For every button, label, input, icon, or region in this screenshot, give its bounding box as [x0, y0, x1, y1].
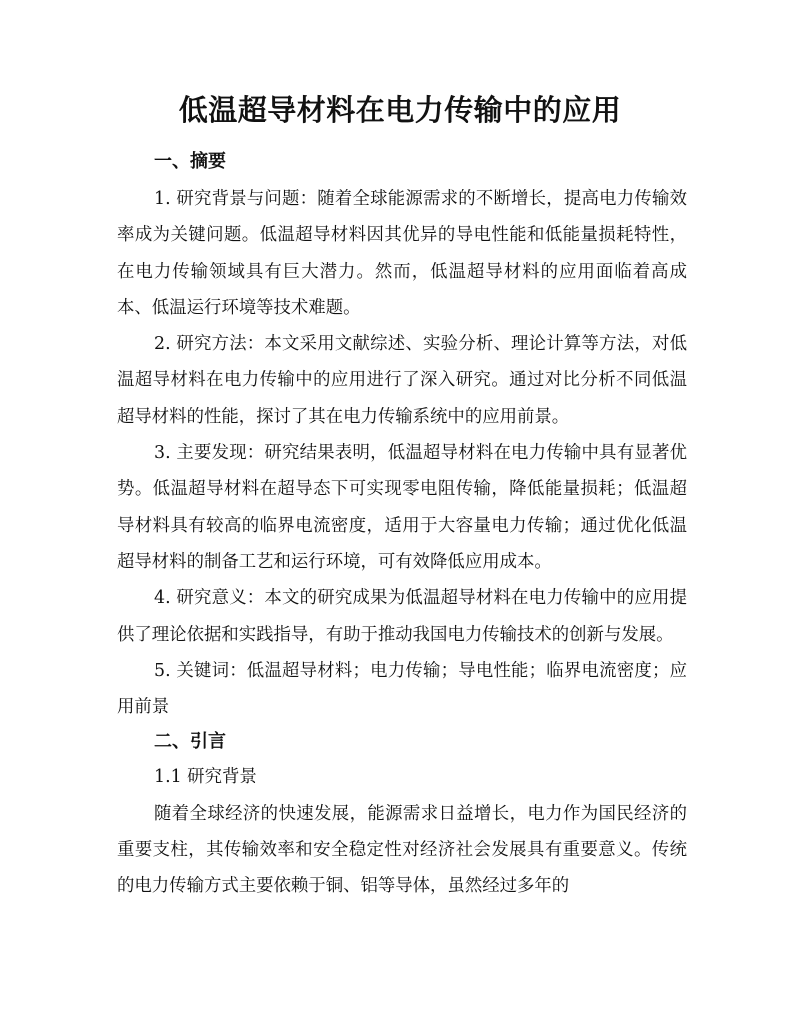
- abstract-item-1: 1. 研究背景与问题：随着全球能源需求的不断增长，提高电力传输效率成为关键问题。低温超导材料因其优异的导电性能和低能量损耗特性，在电力传输领域具有巨大潜力。然而，低温超导材料的应用面临着高成本、低温运行环境等技术难题。: [117, 189, 687, 318]
- abstract-item-5: 5. 关键词：低温超导材料；电力传输；导电性能；临界电流密度；应用前景: [117, 660, 687, 718]
- abstract-heading: 一、摘要: [154, 151, 226, 172]
- abstract-item-2: 2. 研究方法：本文采用文献综述、实验分析、理论计算等方法，对低温超导材料在电力传输中的应用进行了深入研究。通过对比分析不同低温超导材料的性能，探讨了其在电力传输系统中的应用前景。: [117, 334, 687, 427]
- introduction-heading: 二、引言: [154, 731, 226, 753]
- abstract-item-4: 4. 研究意义：本文的研究成果为低温超导材料在电力传输中的应用提供了理论依据和实践指导，有助于推动我国电力传输技术的创新与发展。: [117, 588, 687, 645]
- introduction-paragraph: 随着全球经济的快速发展，能源需求日益增长，电力作为国民经济的重要支柱，其传输效率和安全稳定性对经济社会发展具有重要意义。传统的电力传输方式主要依赖于铜、铝等导体，虽然经过多年的: [117, 803, 687, 897]
- abstract-item-3: 3. 主要发现：研究结果表明，低温超导材料在电力传输中具有显著优势。低温超导材料在超导态下可实现零电阻传输，降低能量损耗；低温超导材料具有较高的临界电流密度，适用于大容量电力传输；通过优化低温超导材料的制备工艺和运行环境，可有效降低应用成本。: [117, 443, 687, 572]
- document-body: [117, 145, 687, 905]
- document-title: 低温超导材料在电力传输中的应用: [178, 93, 622, 127]
- research-background-subheading: 1.1 研究背景: [154, 767, 257, 788]
